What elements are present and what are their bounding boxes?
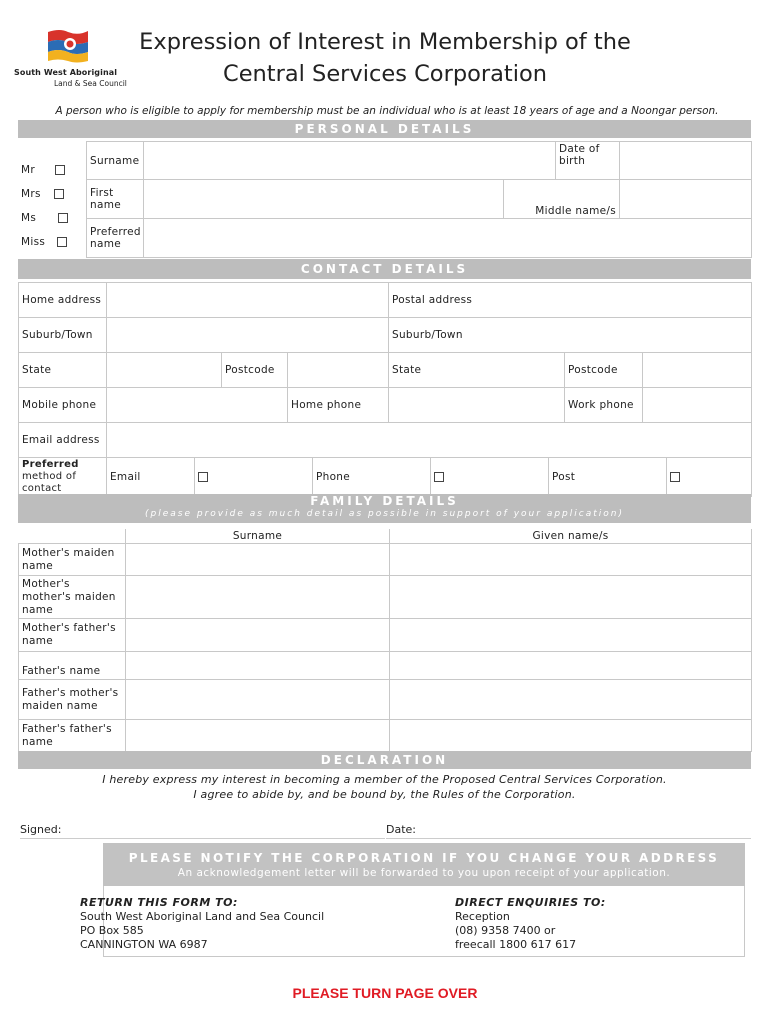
- email-address-field[interactable]: [107, 423, 752, 458]
- signature-line[interactable]: [20, 838, 385, 839]
- postal-postcode-field[interactable]: [643, 353, 752, 388]
- home-address-label: Home address: [19, 283, 107, 318]
- title-option-mrs[interactable]: [18, 182, 86, 206]
- family-details-subtitle: (please provide as much detail as possible in support of your application): [145, 509, 624, 519]
- state-field[interactable]: [107, 353, 222, 388]
- checkbox-mrs[interactable]: [54, 189, 64, 199]
- return-line2: PO Box 585: [80, 924, 144, 937]
- checkbox-ms[interactable]: [58, 213, 68, 223]
- mobile-phone-field[interactable]: [107, 388, 288, 423]
- family-corner: [19, 529, 126, 544]
- enquiries-heading: DIRECT ENQUIRIES TO:: [455, 896, 606, 909]
- contact-option-post-cell[interactable]: [667, 458, 752, 497]
- contact-option-phone-label: Phone: [313, 458, 431, 497]
- date-label: Date:: [386, 823, 416, 836]
- mobile-phone-label: Mobile phone: [19, 388, 107, 423]
- mothers-mother-surname-field[interactable]: [126, 576, 390, 619]
- dob-field[interactable]: [620, 142, 752, 180]
- first-name-field[interactable]: [144, 180, 504, 219]
- family-row-label: Father's name: [19, 652, 126, 680]
- logo-text-line2: Land & Sea Council: [54, 79, 127, 88]
- enquiries-line2: (08) 9358 7400 or: [455, 924, 556, 937]
- title-option-mr[interactable]: [18, 158, 86, 182]
- personal-details-header: PERSONAL DETAILS: [18, 120, 751, 138]
- council-logo: [14, 28, 134, 88]
- mothers-mother-given-field[interactable]: [390, 576, 752, 619]
- contact-details-table: [18, 282, 752, 458]
- preferred-name-label: Preferred name: [87, 219, 144, 258]
- declaration-line1: I hereby express my interest in becoming a member of the Proposed Central Services Corporation.: [102, 773, 667, 786]
- logo-text-line1: South West Aboriginal: [14, 68, 118, 77]
- email-address-label: Email address: [19, 423, 107, 458]
- home-phone-label: Home phone: [288, 388, 389, 423]
- surname-label: Surname: [87, 142, 144, 180]
- work-phone-label: Work phone: [565, 388, 643, 423]
- fathers-given-field[interactable]: [390, 652, 752, 680]
- turn-page-notice: PLEASE TURN PAGE OVER: [292, 985, 478, 1001]
- contact-details-header: CONTACT DETAILS: [18, 259, 751, 279]
- preferred-contact-table: [18, 457, 752, 497]
- postal-suburb-label: Suburb/Town: [392, 329, 463, 341]
- page-title: [120, 26, 650, 90]
- fathers-surname-field[interactable]: [126, 652, 390, 680]
- declaration-line2: I agree to abide by, and be bound by, the Rules of the Corporation.: [193, 788, 576, 801]
- preferred-contact-label: [19, 458, 107, 497]
- contact-option-post-label: Post: [549, 458, 667, 497]
- title-mrs-label: Mrs: [21, 188, 41, 200]
- declaration-header: DECLARATION: [18, 751, 751, 769]
- home-address-field[interactable]: [107, 283, 389, 318]
- title-line1: Expression of Interest in Membership of the: [139, 29, 631, 55]
- preferred-contact-label-rest: method of contact: [22, 471, 77, 494]
- title-miss-label: Miss: [21, 236, 46, 248]
- postal-address-label: Postal address: [392, 294, 473, 306]
- fathers-mother-given-field[interactable]: [390, 680, 752, 720]
- family-row-label: Mother's maiden name: [19, 544, 126, 576]
- family-row-label: Mother's mother's maiden name: [19, 576, 126, 619]
- family-row-label: Mother's father's name: [19, 619, 126, 652]
- contact-option-phone-cell[interactable]: [431, 458, 549, 497]
- family-row-label: Father's father's name: [19, 720, 126, 752]
- return-line3: CANNINGTON WA 6987: [80, 938, 208, 951]
- family-details-table: [18, 529, 752, 752]
- return-heading: RETURN THIS FORM TO:: [80, 896, 238, 909]
- suburb-label: Suburb/Town: [19, 318, 107, 353]
- contact-option-email-cell[interactable]: [195, 458, 313, 497]
- mothers-maiden-given-field[interactable]: [390, 544, 752, 576]
- surname-field[interactable]: [144, 142, 556, 180]
- family-details-title: FAMILY DETAILS: [310, 494, 459, 508]
- postal-state-label: State: [392, 364, 422, 376]
- title-line2: Central Services Corporation: [222, 61, 548, 87]
- title-options: [18, 158, 86, 254]
- title-mr-label: Mr: [21, 164, 35, 176]
- col-given-names-header: Given name/s: [390, 529, 752, 544]
- enquiries-line1: Reception: [455, 910, 510, 923]
- personal-details-table: [86, 141, 752, 258]
- date-line[interactable]: [386, 838, 751, 839]
- family-details-header: [18, 494, 751, 523]
- dob-label: Date of birth: [556, 142, 620, 180]
- first-name-label: First name: [87, 180, 144, 219]
- postal-postcode-label: Postcode: [565, 353, 643, 388]
- suburb-field[interactable]: [107, 318, 389, 353]
- fathers-father-surname-field[interactable]: [126, 720, 390, 752]
- postcode-label: Postcode: [222, 353, 288, 388]
- work-phone-field[interactable]: [643, 388, 752, 423]
- title-option-ms[interactable]: [18, 206, 86, 230]
- checkbox-post[interactable]: [670, 472, 680, 482]
- enquiries-info: [455, 896, 606, 952]
- preferred-name-field[interactable]: [144, 219, 752, 258]
- title-option-miss[interactable]: [18, 230, 86, 254]
- col-surname-header: Surname: [126, 529, 390, 544]
- eligibility-note: A person who is eligible to apply for membership must be an individual who is at least 18 years of age and a Noongar person.: [55, 105, 719, 117]
- postal-state-cell[interactable]: [389, 353, 565, 388]
- family-row-label: Father's mother's maiden name: [19, 680, 126, 720]
- flag-emblem-icon: [46, 28, 90, 64]
- fathers-father-given-field[interactable]: [390, 720, 752, 752]
- mothers-father-surname-field[interactable]: [126, 619, 390, 652]
- return-line1: South West Aboriginal Land and Sea Council: [80, 910, 325, 923]
- enquiries-line3: freecall 1800 617 617: [455, 938, 577, 951]
- declaration-text: [18, 772, 751, 802]
- preferred-contact-label-bold: Preferred: [22, 459, 79, 470]
- middle-names-label: Middle name/s: [504, 180, 620, 219]
- signed-label: Signed:: [20, 823, 62, 836]
- postcode-field[interactable]: [288, 353, 389, 388]
- notify-heading: PLEASE NOTIFY THE CORPORATION IF YOU CHANGE YOUR ADDRESS: [128, 851, 720, 865]
- mothers-father-given-field[interactable]: [390, 619, 752, 652]
- checkbox-miss[interactable]: [57, 237, 67, 247]
- contact-option-email-label: Email: [107, 458, 195, 497]
- postal-address-cell[interactable]: [389, 283, 752, 318]
- middle-names-field[interactable]: [620, 180, 752, 219]
- mothers-maiden-surname-field[interactable]: [126, 544, 390, 576]
- state-label: State: [19, 353, 107, 388]
- notify-banner: [103, 843, 745, 886]
- home-phone-field[interactable]: [389, 388, 565, 423]
- postal-suburb-cell[interactable]: [389, 318, 752, 353]
- title-ms-label: Ms: [21, 212, 37, 224]
- checkbox-phone[interactable]: [434, 472, 444, 482]
- notify-subtext: An acknowledgement letter will be forwarded to you upon receipt of your application.: [177, 867, 671, 879]
- return-address: [80, 896, 324, 952]
- checkbox-email[interactable]: [198, 472, 208, 482]
- checkbox-mr[interactable]: [55, 165, 65, 175]
- fathers-mother-surname-field[interactable]: [126, 680, 390, 720]
